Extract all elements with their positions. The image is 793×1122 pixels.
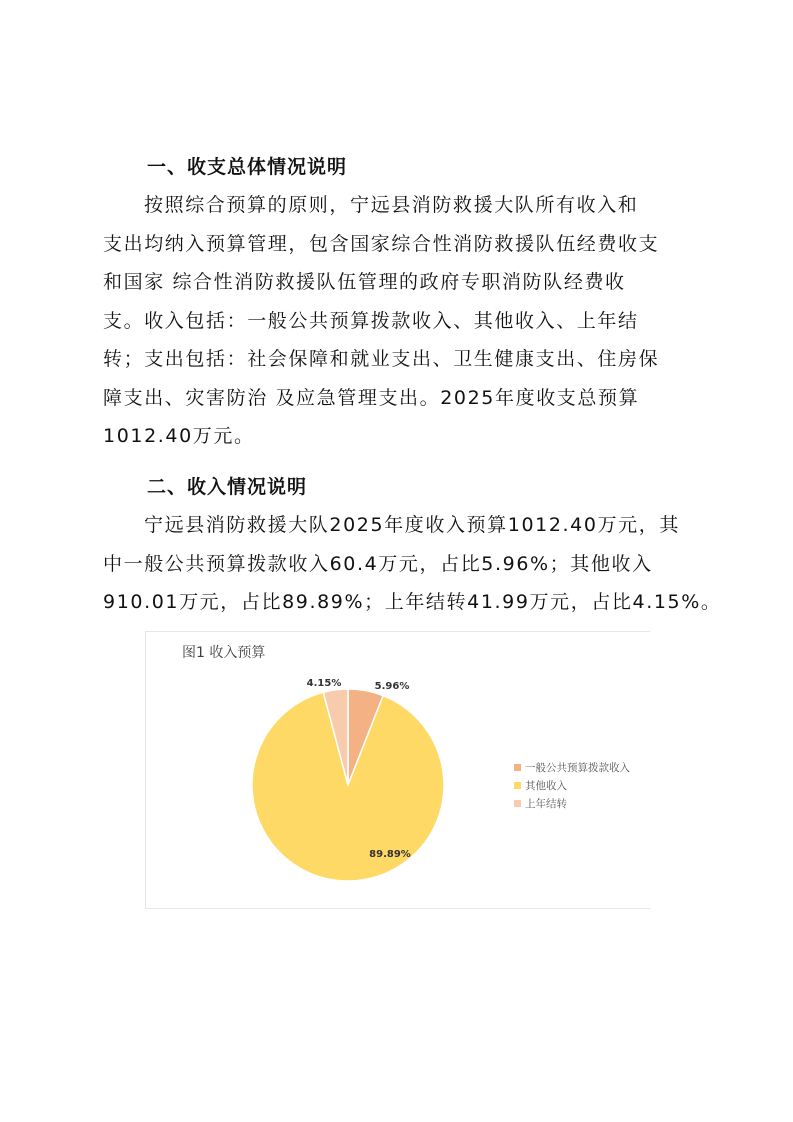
slice-data-label: 4.15% xyxy=(306,678,342,689)
legend-swatch xyxy=(514,782,521,789)
legend-swatch xyxy=(514,800,521,807)
section1-title: 一、收支总体情况说明 xyxy=(147,156,348,178)
body-line: 1012.40万元。 xyxy=(103,425,255,447)
legend-label: 一般公共预算拨款收入 xyxy=(525,761,630,774)
income-pie-chart xyxy=(145,631,650,909)
body-line: 障支出、灾害防治 及应急管理支出。2025年度收支总预算 xyxy=(103,386,640,409)
legend-item xyxy=(514,776,630,794)
legend-item xyxy=(514,758,630,776)
slice-data-label: 89.89% xyxy=(369,849,411,860)
legend-swatch xyxy=(514,764,521,771)
legend-label: 上年结转 xyxy=(525,797,567,810)
section2-title: 二、收入情况说明 xyxy=(147,476,308,498)
body-line: 910.01万元，占比89.89%；上年结转41.99万元，占比4.15%。 xyxy=(103,591,722,613)
chart-legend xyxy=(514,758,630,812)
legend-label: 其他收入 xyxy=(525,779,567,792)
body-line: 和国家 综合性消防救援队伍管理的政府专职消防队经费收 xyxy=(103,271,626,293)
body-line: 转；支出包括：社会保障和就业支出、卫生健康支出、住房保 xyxy=(103,348,660,370)
body-line: 支出均纳入预算管理，包含国家综合性消防救援队伍经费收支 xyxy=(103,232,660,255)
body-line: 中一般公共预算拨款收入60.4万元，占比5.96%；其他收入 xyxy=(103,552,653,575)
body-line: 按照综合预算的原则，宁远县消防救援大队所有收入和 xyxy=(144,194,639,216)
slice-data-label: 5.96% xyxy=(374,681,410,692)
section2-body xyxy=(103,506,722,622)
chart-title: 图1 收入预算 xyxy=(182,645,266,661)
body-line: 支。收入包括：一般公共预算拨款收入、其他收入、上年结 xyxy=(103,309,639,332)
body-line: 宁远县消防救援大队2025年度收入预算1012.40万元，其 xyxy=(144,514,680,536)
section1-body xyxy=(103,186,693,456)
legend-item xyxy=(514,794,630,812)
